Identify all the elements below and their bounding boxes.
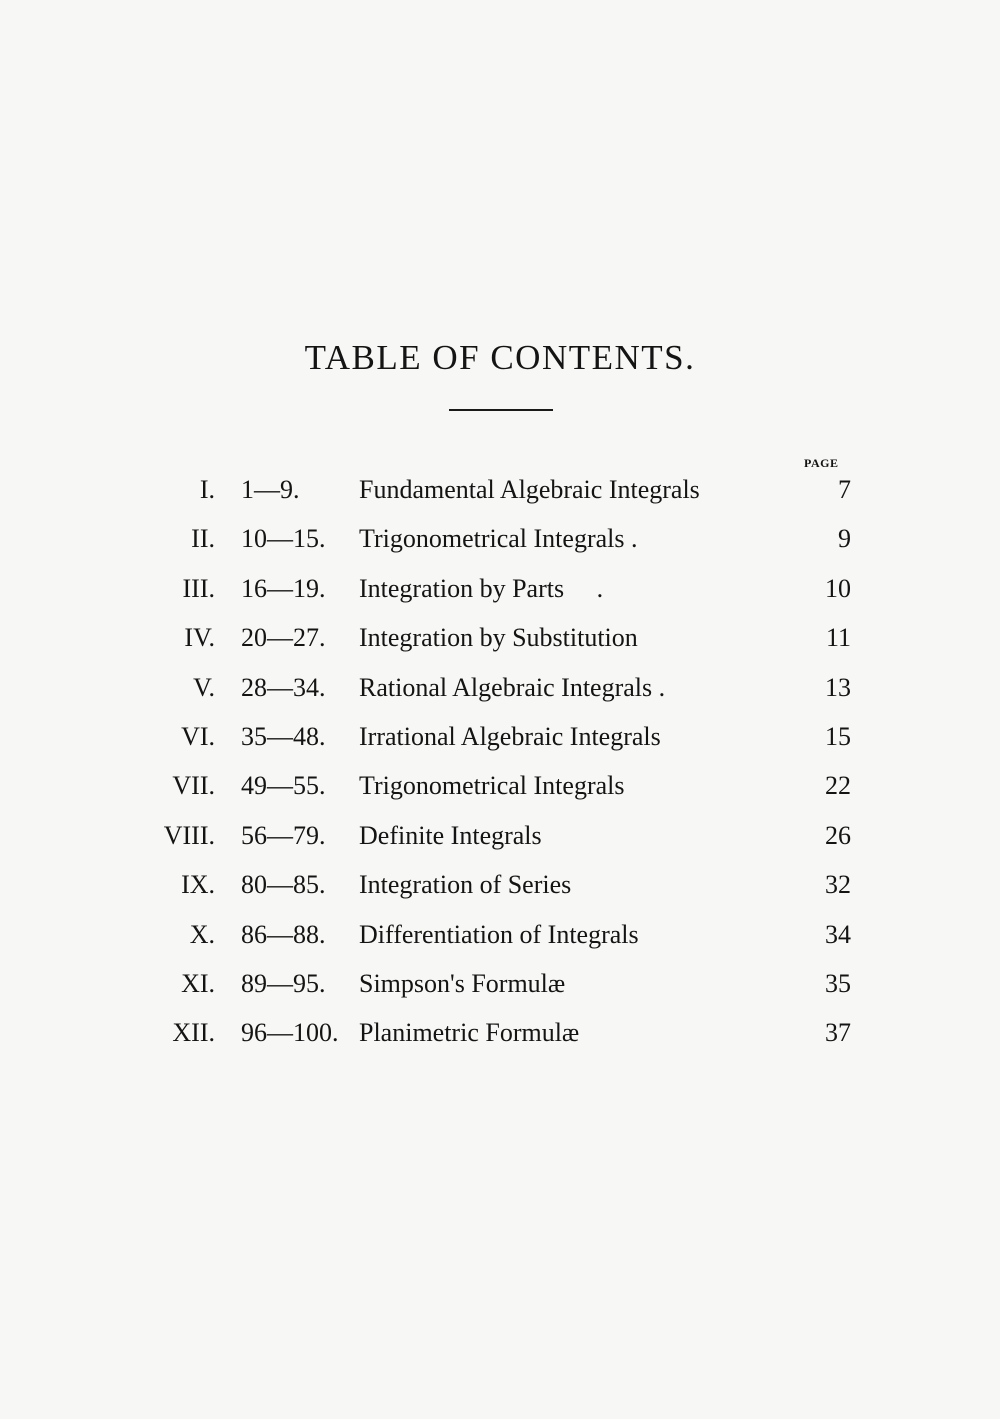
page-number: 7 bbox=[838, 475, 851, 504]
page-number: 11 bbox=[825, 623, 851, 653]
chapter-title: Irrational Algebraic Integrals bbox=[359, 721, 661, 751]
chapter-number: IX. bbox=[181, 870, 215, 900]
table-of-contents bbox=[0, 470, 1000, 1063]
toc-entry bbox=[0, 470, 1000, 519]
toc-entry bbox=[0, 668, 1000, 717]
chapter-number: VI. bbox=[181, 721, 215, 751]
chapter-title: Integration by Substitution bbox=[359, 623, 638, 653]
section-range: 56—79. bbox=[241, 820, 326, 850]
title-divider bbox=[449, 409, 553, 411]
page-column-header: PAGE bbox=[804, 456, 839, 470]
chapter-number: IV. bbox=[184, 623, 215, 653]
section-range: 86—88. bbox=[241, 919, 326, 949]
chapter-title: Planimetric Formulæ bbox=[359, 1018, 580, 1048]
page-title: TABLE OF CONTENTS. bbox=[304, 338, 696, 377]
page-number: 10 bbox=[825, 573, 851, 603]
page-number: 13 bbox=[825, 672, 851, 702]
chapter-title: Integration by Parts . bbox=[359, 573, 604, 603]
section-range: 49—55. bbox=[241, 771, 326, 801]
chapter-number: VII. bbox=[172, 771, 215, 801]
toc-entry bbox=[0, 717, 1000, 766]
chapter-number: VIII. bbox=[163, 820, 215, 850]
toc-entry bbox=[0, 915, 1000, 964]
page-number: 35 bbox=[825, 968, 851, 998]
section-range: 80—85. bbox=[241, 870, 326, 900]
page-number: 26 bbox=[825, 820, 851, 850]
toc-entry bbox=[0, 1013, 1000, 1062]
chapter-number: III. bbox=[182, 573, 215, 603]
chapter-number: I. bbox=[199, 475, 215, 504]
section-range: 1—9. bbox=[241, 475, 300, 504]
chapter-title: Integration of Series bbox=[359, 870, 572, 900]
chapter-title: Trigonometrical Integrals . bbox=[359, 524, 638, 554]
chapter-number: X. bbox=[189, 919, 215, 949]
chapter-title: Trigonometrical Integrals bbox=[359, 771, 625, 801]
section-range: 89—95. bbox=[241, 968, 326, 998]
page-number: 15 bbox=[825, 721, 851, 751]
section-range: 20—27. bbox=[241, 623, 326, 653]
toc-entry bbox=[0, 865, 1000, 914]
toc-entry bbox=[0, 618, 1000, 667]
toc-entry bbox=[0, 964, 1000, 1013]
page-number: 22 bbox=[825, 771, 851, 801]
toc-entry bbox=[0, 519, 1000, 568]
chapter-number: II. bbox=[191, 524, 215, 554]
section-range: 35—48. bbox=[241, 721, 326, 751]
chapter-title: Simpson's Formulæ bbox=[359, 968, 566, 998]
section-range: 16—19. bbox=[241, 573, 326, 603]
chapter-title: Definite Integrals bbox=[359, 820, 542, 850]
toc-entry bbox=[0, 766, 1000, 815]
section-range: 10—15. bbox=[241, 524, 326, 554]
section-range: 96—100. bbox=[241, 1018, 339, 1048]
section-range: 28—34. bbox=[241, 672, 326, 702]
page-number: 34 bbox=[825, 919, 851, 949]
page-number: 37 bbox=[825, 1018, 851, 1048]
chapter-number: V. bbox=[193, 672, 215, 702]
toc-entry bbox=[0, 816, 1000, 865]
chapter-number: XII. bbox=[172, 1018, 215, 1048]
toc-entry bbox=[0, 569, 1000, 618]
page-number: 9 bbox=[838, 524, 851, 554]
page-number: 32 bbox=[825, 870, 851, 900]
chapter-title: Differentiation of Integrals bbox=[359, 919, 639, 949]
chapter-title: Rational Algebraic Integrals . bbox=[359, 672, 666, 702]
chapter-title: Fundamental Algebraic Integrals bbox=[359, 475, 700, 504]
chapter-number: XI. bbox=[181, 968, 215, 998]
